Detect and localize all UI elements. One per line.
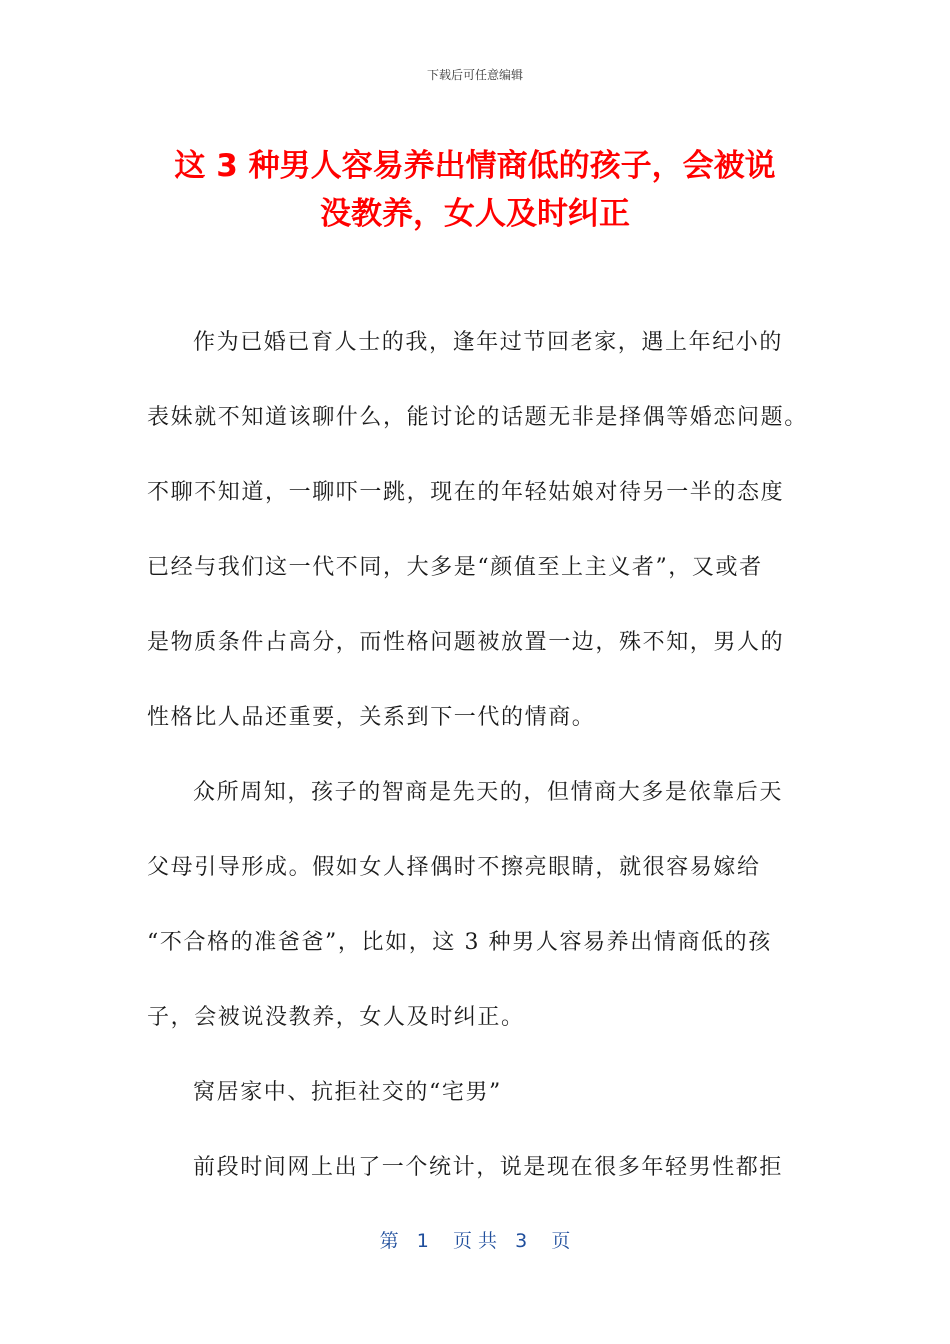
title-line-2: 没教养，女人及时纠正 (320, 196, 630, 232)
paragraph-line: 已经与我们这一代不同，大多是“颜值至上主义者”，又或者 (147, 555, 763, 580)
section-heading: 窝居家中、抗拒社交的“宅男” (193, 1080, 502, 1105)
document-title (120, 142, 830, 238)
paragraph-line: 作为已婚已育人士的我，逢年过节回老家，遇上年纪小的 (193, 330, 784, 355)
paragraph-line: 表妹就不知道该聊什么，能讨论的话题无非是择偶等婚恋问题。 (147, 405, 808, 430)
paragraph-line: 父母引导形成。假如女人择偶时不擦亮眼睛，就很容易嫁给 (147, 855, 761, 880)
page-number-footer: 第 1 页 共 3 页 (379, 1230, 571, 1252)
paragraph-line: 性格比人品还重要，关系到下一代的情商。 (147, 705, 596, 730)
title-line-1: 这 3 种男人容易养出情商低的孩子，会被说 (174, 148, 776, 184)
article-body (147, 320, 812, 1220)
paragraph-line: 子，会被说没教养，女人及时纠正。 (147, 1005, 525, 1030)
page-header-note: 下载后可任意编辑 (426, 68, 523, 82)
paragraph-line: 前段时间网上出了一个统计，说是现在很多年轻男性都拒 (193, 1155, 784, 1180)
paragraph-line: 不聊不知道，一聊吓一跳，现在的年轻姑娘对待另一半的态度 (147, 480, 785, 505)
paragraph-line: “不合格的准爸爸”，比如，这 3 种男人容易养出情商低的孩 (147, 930, 772, 955)
paragraph-line: 众所周知，孩子的智商是先天的，但情商大多是依靠后天 (193, 780, 784, 805)
paragraph-line: 是物质条件占高分，而性格问题被放置一边，殊不知，男人的 (147, 630, 785, 655)
